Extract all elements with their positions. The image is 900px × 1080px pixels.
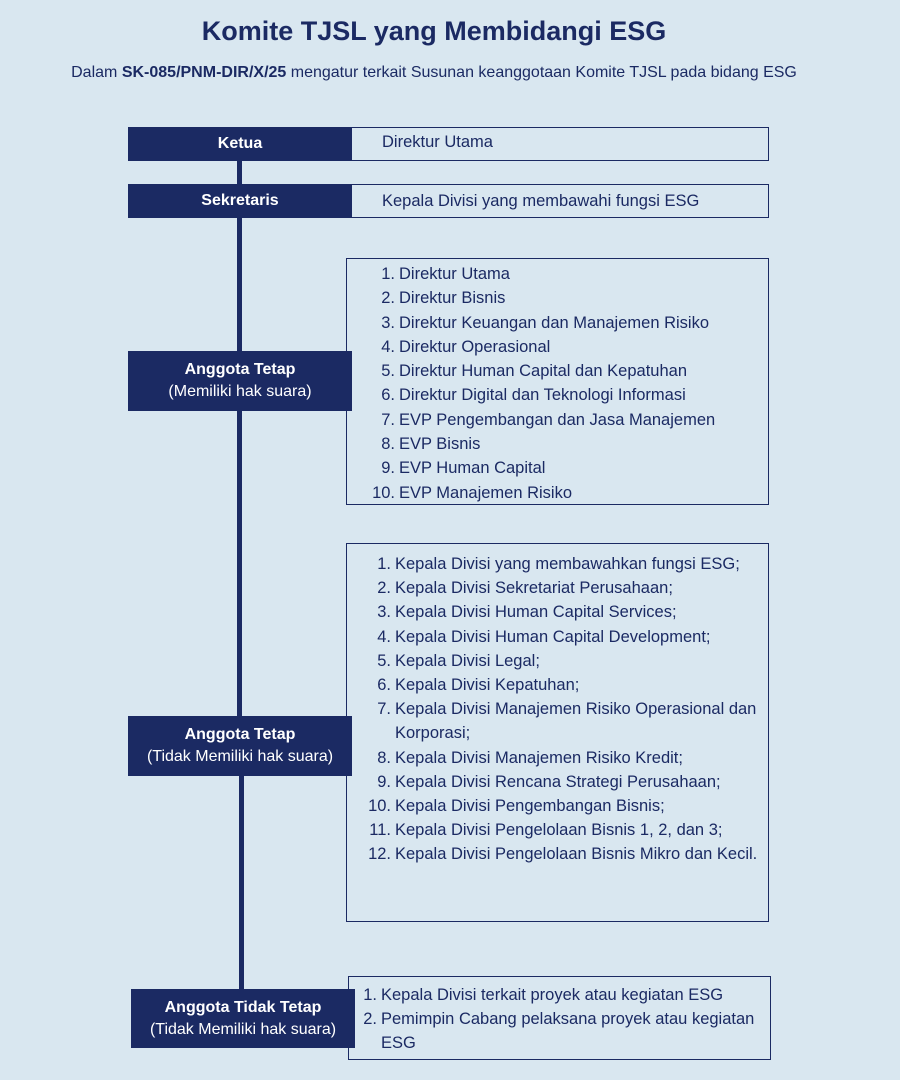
anggota-tidak-tetap-label-text: Anggota Tidak Tetap xyxy=(164,998,322,1016)
list-item-text: Kepala Divisi Manajemen Risiko Operasional dan Korporasi; xyxy=(395,700,757,743)
anggota-tetap-tanpa-suara-sublabel: (Tidak Memiliki hak suara) xyxy=(146,748,334,765)
ketua-value-box xyxy=(351,127,769,161)
list-item-number: 12. xyxy=(368,845,391,864)
anggota-tetap-suara-label xyxy=(128,351,352,411)
list-item-text: EVP Human Capital xyxy=(399,459,546,478)
list-item-text: EVP Pengembangan dan Jasa Manajemen xyxy=(399,410,716,429)
list-item-text: Kepala Divisi Rencana Strategi Perusahaan; xyxy=(395,772,721,791)
list-item-text: Direktur Human Capital dan Kepatuhan xyxy=(399,362,688,381)
anggota-tetap-suara-label-text: Anggota Tetap xyxy=(184,361,296,378)
list-item xyxy=(357,649,758,673)
list-item-text: Kepala Divisi terkait proyek atau kegiatan ESG xyxy=(381,986,724,1004)
list-item xyxy=(365,262,760,286)
anggota-tetap-tanpa-suara-list-box xyxy=(346,543,769,922)
connector-line-lower xyxy=(239,775,244,990)
list-item xyxy=(357,552,758,576)
list-item-text: Direktur Digital dan Teknologi Informasi xyxy=(399,386,686,405)
list-item xyxy=(357,697,758,745)
list-item-number: 6. xyxy=(377,676,391,695)
anggota-tidak-tetap-label xyxy=(131,989,355,1048)
list-item xyxy=(357,794,758,818)
list-item-number: 6. xyxy=(381,386,395,405)
anggota-tetap-suara-list-box xyxy=(346,258,769,505)
ketua-label xyxy=(128,127,352,161)
page-title: Komite TJSL yang Membidangi ESG xyxy=(201,16,667,46)
list-item-number: 5. xyxy=(381,362,395,381)
list-item xyxy=(359,983,762,1007)
list-item-number: 1. xyxy=(377,555,391,573)
list-item-number: 7. xyxy=(381,410,395,429)
list-item-number: 1. xyxy=(381,265,395,283)
list-item-number: 2. xyxy=(363,1010,377,1029)
anggota-tetap-tanpa-suara-list xyxy=(357,552,758,867)
connector-line-upper xyxy=(237,160,242,720)
list-item-number: 3. xyxy=(377,603,391,622)
ketua-label-text: Ketua xyxy=(217,135,263,152)
list-item-text: Kepala Divisi Kepatuhan; xyxy=(395,676,580,695)
list-item-number: 11. xyxy=(369,821,391,840)
list-item xyxy=(357,625,758,649)
page-subtitle xyxy=(60,62,808,84)
list-item-number: 10. xyxy=(372,483,395,502)
list-item-text: Kepala Divisi Pengembangan Bisnis; xyxy=(395,797,665,816)
list-item-text: EVP Bisnis xyxy=(399,435,481,454)
list-item-text: Kepala Divisi Legal; xyxy=(395,651,540,670)
list-item xyxy=(365,456,760,480)
list-item-text: Kepala Divisi Pengelolaan Bisnis Mikro dan Kecil. xyxy=(395,845,758,864)
anggota-tidak-tetap-list xyxy=(359,983,762,1056)
list-item xyxy=(357,576,758,600)
list-item xyxy=(357,818,758,842)
list-item-number: 5. xyxy=(377,651,391,670)
list-item xyxy=(357,746,758,770)
list-item-text: Direktur Utama xyxy=(399,265,510,283)
list-item xyxy=(365,408,760,432)
anggota-tetap-suara-list xyxy=(365,262,760,505)
list-item-text: Kepala Divisi yang membawahkan fungsi ESG; xyxy=(395,555,740,573)
list-item xyxy=(357,600,758,624)
list-item xyxy=(365,359,760,383)
list-item-text: Kepala Divisi Sekretariat Perusahaan; xyxy=(395,579,673,598)
list-item xyxy=(365,286,760,310)
list-item-number: 3. xyxy=(381,313,395,332)
sekretaris-label xyxy=(128,184,352,218)
sekretaris-value: Kepala Divisi yang membawahi fungsi ESG xyxy=(382,192,700,210)
subtitle-suffix: mengatur terkait Susunan keanggotaan Komite TJSL pada bidang ESG xyxy=(286,64,797,81)
sekretaris-label-text: Sekretaris xyxy=(201,192,279,209)
list-item-number: 8. xyxy=(381,435,395,454)
list-item-text: Pemimpin Cabang pelaksana proyek atau kegiatan ESG xyxy=(381,1010,755,1053)
list-item xyxy=(365,481,760,505)
list-item-number: 8. xyxy=(377,748,391,767)
list-item-text: Kepala Divisi Human Capital Development; xyxy=(395,627,711,646)
list-item-number: 4. xyxy=(381,337,395,356)
list-item xyxy=(357,673,758,697)
list-item-number: 9. xyxy=(381,459,395,478)
list-item xyxy=(365,383,760,407)
list-item xyxy=(357,770,758,794)
subtitle-sk-number: SK-085/PNM-DIR/X/25 xyxy=(121,64,287,81)
anggota-tetap-tanpa-suara-label-text: Anggota Tetap xyxy=(184,726,296,743)
list-item-text: Kepala Divisi Pengelolaan Bisnis 1, 2, dan 3; xyxy=(395,821,723,840)
list-item-number: 4. xyxy=(377,627,391,646)
list-item-text: Direktur Operasional xyxy=(399,337,551,356)
anggota-tidak-tetap-sublabel: (Tidak Memiliki hak suara) xyxy=(149,1020,337,1038)
anggota-tidak-tetap-list-box xyxy=(348,976,771,1060)
list-item-number: 7. xyxy=(377,700,391,719)
list-item xyxy=(357,842,758,866)
anggota-tetap-suara-sublabel: (Memiliki hak suara) xyxy=(168,383,312,400)
list-item xyxy=(365,335,760,359)
list-item-number: 2. xyxy=(377,579,391,598)
list-item-text: Direktur Bisnis xyxy=(399,289,506,308)
list-item-number: 10. xyxy=(368,797,391,816)
anggota-tetap-tanpa-suara-label xyxy=(128,716,352,776)
list-item xyxy=(365,432,760,456)
sekretaris-value-box xyxy=(351,184,769,218)
list-item-number: 2. xyxy=(381,289,395,308)
subtitle-prefix: Dalam xyxy=(71,64,122,81)
ketua-value: Direktur Utama xyxy=(382,133,493,151)
list-item xyxy=(365,311,760,335)
list-item-text: Kepala Divisi Manajemen Risiko Kredit; xyxy=(395,748,683,767)
list-item-text: EVP Manajemen Risiko xyxy=(399,483,573,502)
list-item xyxy=(359,1007,762,1055)
list-item-number: 9. xyxy=(377,772,391,791)
list-item-text: Direktur Keuangan dan Manajemen Risiko xyxy=(399,313,710,332)
list-item-text: Kepala Divisi Human Capital Services; xyxy=(395,603,677,622)
list-item-number: 1. xyxy=(363,986,377,1004)
